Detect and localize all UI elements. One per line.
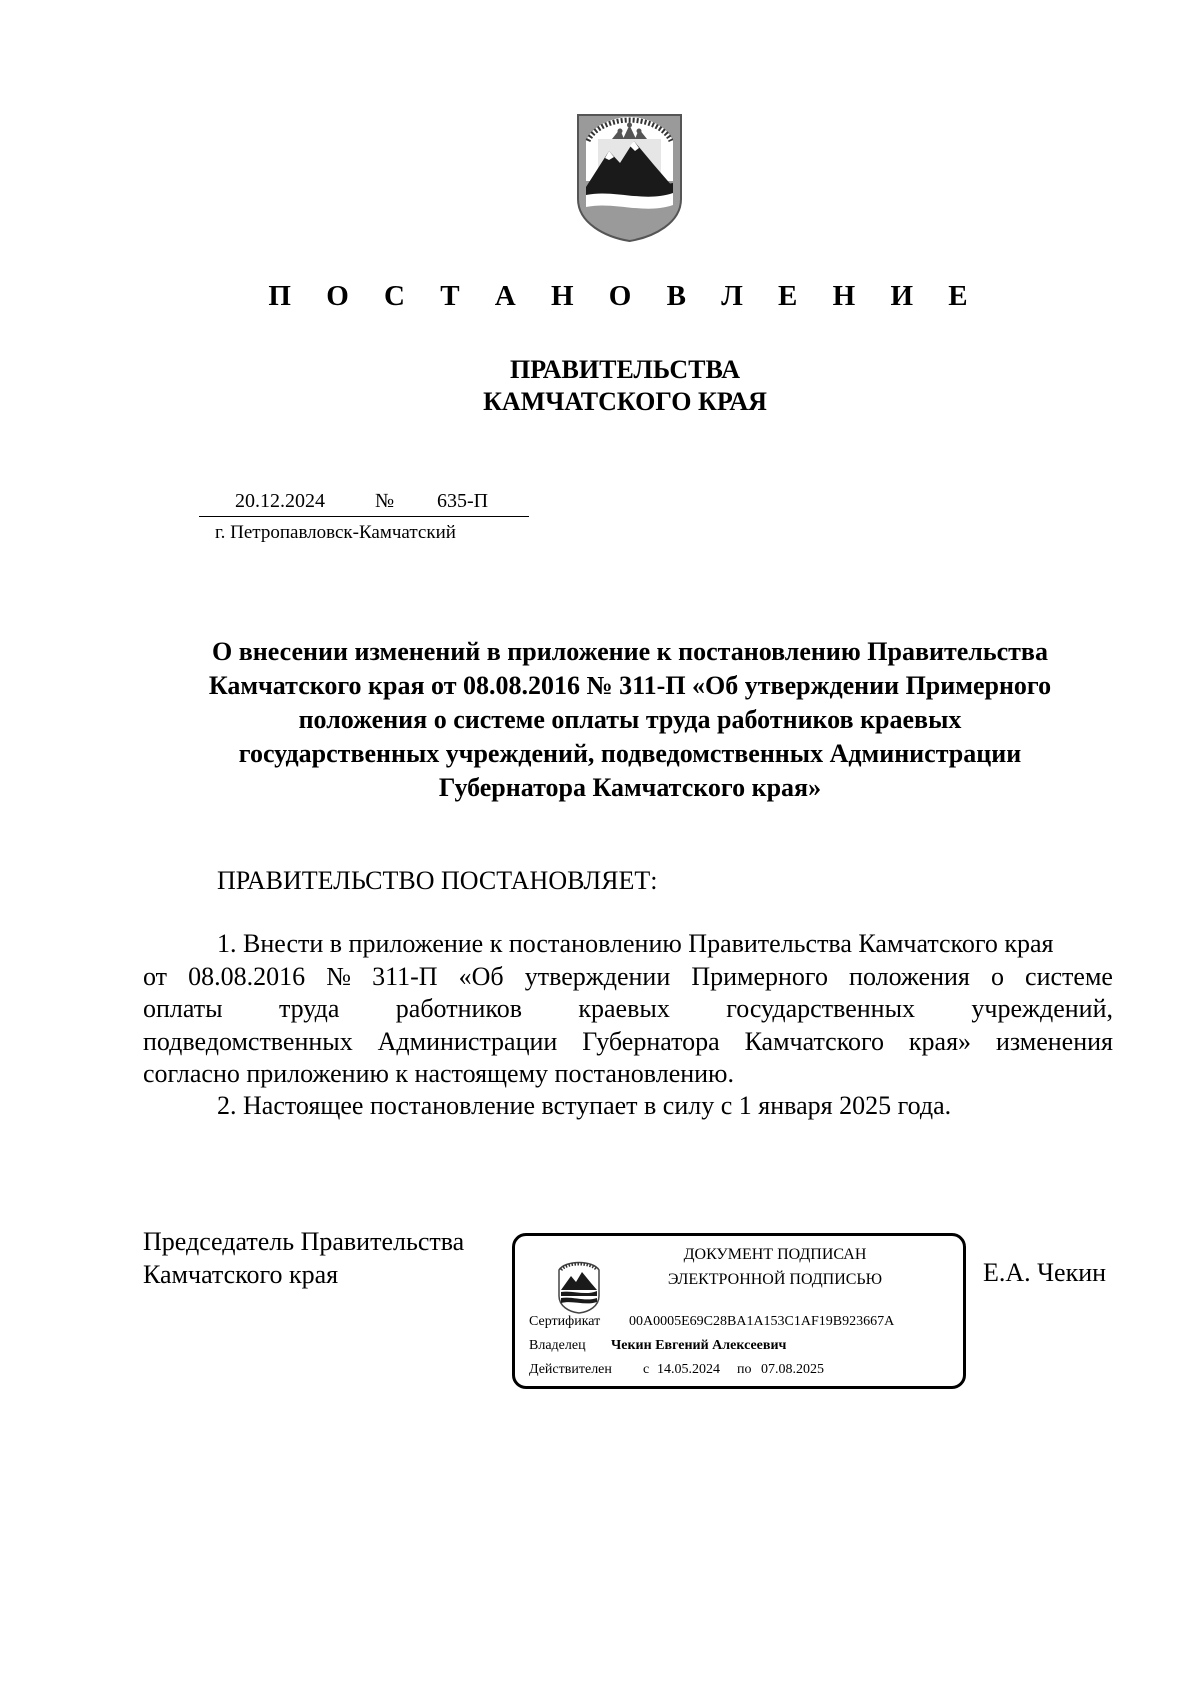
valid-from-label: с [643,1362,650,1377]
subject-line: положения о системе оплаты труда работников краевых [298,705,962,734]
word: подведомственных [143,1026,353,1056]
registration-line [199,488,529,517]
word: Примерного [691,961,828,991]
resolves-heading: ПРАВИТЕЛЬСТВО ПОСТАНОВЛЯЕТ: [217,866,658,895]
city: г. Петропавловск-Камчатский [215,522,456,543]
document-type-title: П О С Т А Н О В Л Е Н И Е [268,280,982,312]
item-1-line: согласно приложению к настоящему постановлению. [143,1059,734,1088]
valid-to-label: по [737,1362,752,1377]
coat-of-arms-icon [574,111,685,243]
registration-date: 20.12.2024 [235,490,325,512]
word: оплаты [143,994,223,1023]
valid-from-date: 14.05.2024 [657,1362,720,1377]
owner-label: Владелец [529,1338,586,1353]
certificate-label: Сертификат [529,1314,601,1329]
signer-position-line: Председатель Правительства [143,1227,465,1256]
stamp-title-line: ЭЛЕКТРОННОЙ ПОДПИСЬЮ [667,1271,883,1288]
word: изменения [995,1026,1113,1056]
item-1-line: 1. Внести в приложение к постановлению Правительства Камчатского края [217,929,1054,958]
validity-label: Действителен [529,1362,612,1377]
word: краевых [578,994,670,1023]
subject-line: государственных учреждений, подведомственных Администрации [238,739,1022,768]
word: работников [395,994,522,1023]
word: труда [278,994,340,1023]
registration-number-label: № [375,490,395,512]
word: Губернатора [582,1026,720,1056]
subject-line: О внесении изменений в приложение к постановлению Правительства [212,637,1048,666]
item-1-line [143,1026,1113,1059]
word: от [143,961,168,991]
signer-name: Е.А. Чекин [983,1258,1107,1287]
stamp-title-line: ДОКУМЕНТ ПОДПИСАН [683,1246,867,1263]
word: № [326,961,351,991]
item-1 [143,928,1113,1091]
stamp-emblem-icon [555,1256,603,1314]
issuer-line-2: КАМЧАТСКОГО КРАЯ [483,387,767,416]
electronic-signature-stamp [512,1233,966,1389]
item-1-line [143,961,1113,994]
word: системе [1025,961,1113,991]
item-1-line [143,993,1113,1026]
valid-to-date: 07.08.2025 [761,1362,824,1377]
item-2: 2. Настоящее постановление вступает в силу с 1 января 2025 года. [217,1091,952,1120]
word: утверждении [524,961,671,991]
registration-number: 635-П [437,490,489,512]
owner-value: Чекин Евгений Алексеевич [611,1338,787,1353]
word: края» [908,1026,972,1056]
certificate-value: 00A0005E69C28BA1A153C1AF19B923667A [629,1314,895,1329]
subject-line: Губернатора Камчатского края» [438,773,822,802]
word: государственных [726,994,916,1023]
signer-position-line: Камчатского края [143,1260,339,1289]
signer-position [143,1225,464,1291]
word: Администрации [377,1026,558,1056]
word: учреждений, [971,994,1113,1023]
word: положения [849,961,970,991]
word: 08.08.2016 [188,961,306,991]
word: 311-П [372,961,438,991]
word: Камчатского [744,1026,885,1056]
word: о [990,961,1004,991]
subject-line: Камчатского края от 08.08.2016 № 311-П «Об утверждении Примерного [208,671,1052,700]
word: «Об [458,961,504,991]
document-subject [140,635,1120,805]
issuer-line-1: ПРАВИТЕЛЬСТВА [510,355,740,384]
